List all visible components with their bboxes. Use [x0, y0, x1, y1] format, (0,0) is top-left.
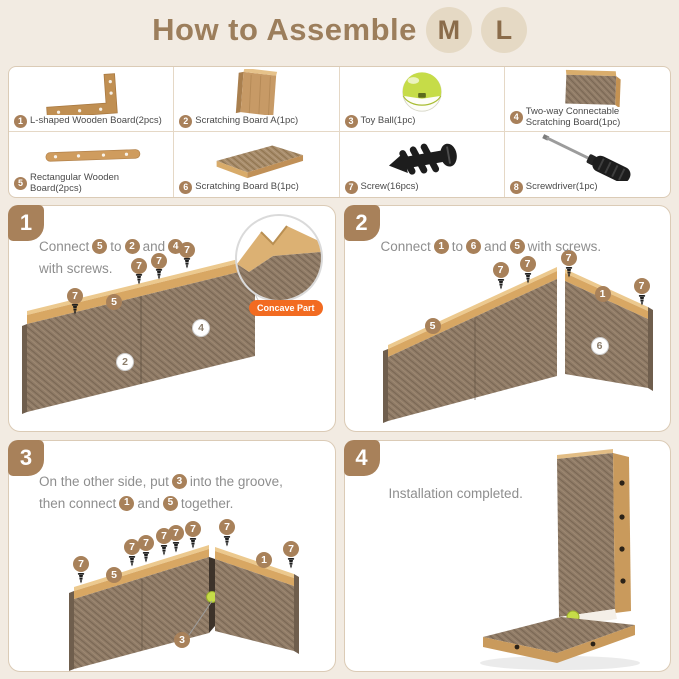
step-instruction — [39, 236, 184, 279]
step-badge: 3 — [8, 440, 44, 476]
size-badge-l: L — [481, 7, 527, 53]
screw-label: 7 — [493, 262, 509, 278]
screw-label: 7 — [219, 519, 235, 535]
instr-text: Connect — [39, 239, 90, 254]
part-number: 2 — [179, 115, 192, 128]
part-number: 6 — [179, 181, 192, 194]
step-badge: 2 — [344, 205, 380, 241]
num-circle: 1 — [119, 496, 134, 511]
screw-label: 7 — [561, 250, 577, 266]
screw-label: 7 — [156, 528, 172, 544]
part-item-scratching-board-a — [174, 67, 339, 132]
step-panel-3 — [8, 440, 336, 672]
part-number: 1 — [14, 115, 27, 128]
parts-table — [8, 66, 671, 198]
part-item-scratching-board-b — [174, 132, 339, 197]
instr-text: with screws. — [39, 260, 113, 276]
part-label: Scratching Board B(1pc) — [195, 181, 299, 193]
part-label: Screw(16pcs) — [360, 181, 419, 193]
inset-magnifier — [235, 214, 323, 302]
strip-label: 1 — [595, 286, 611, 302]
step-instruction — [381, 236, 602, 258]
part-label: Scratching Board A(1pc) — [195, 115, 299, 127]
part-number: 8 — [510, 181, 523, 194]
screw-label: 7 — [131, 258, 147, 274]
part-item-rectangular-board — [9, 132, 174, 197]
instr-text: and — [137, 495, 160, 511]
step-panel-1 — [8, 205, 336, 432]
instr-text: and — [142, 239, 166, 254]
instr-text: Installation completed. — [388, 486, 523, 501]
screw-label: 7 — [124, 539, 140, 555]
board-a-icon — [177, 69, 335, 115]
num-circle: 5 — [510, 239, 525, 254]
screw-label: 7 — [67, 288, 83, 304]
header — [0, 0, 679, 60]
board-label: 4 — [193, 320, 209, 336]
concave-callout: Concave Part — [249, 300, 323, 316]
screw-label: 7 — [520, 256, 536, 272]
board-label: 6 — [592, 338, 608, 354]
part-number: 7 — [345, 181, 358, 194]
part-number: 5 — [14, 177, 27, 190]
instr-text: with screws. — [527, 239, 602, 254]
part-label: Toy Ball(1pc) — [360, 115, 416, 127]
part-label: Two-way Connectable Scratching Board(1pc) — [525, 106, 621, 128]
step-instruction — [39, 471, 283, 514]
screw-label: 7 — [151, 253, 167, 269]
steps-grid — [8, 205, 671, 672]
groove-label: 3 — [174, 632, 190, 648]
step-badge: 1 — [8, 205, 44, 241]
page-title: How to Assemble — [152, 12, 417, 47]
screw-label: 7 — [634, 278, 650, 294]
instr-text: and — [484, 239, 507, 254]
step-badge: 4 — [344, 440, 380, 476]
instr-text: together. — [180, 495, 234, 511]
screw-label: 7 — [283, 541, 299, 557]
part-item-toy-ball — [340, 67, 505, 132]
num-circle: 6 — [466, 239, 481, 254]
l-bracket-icon — [12, 69, 170, 115]
screw-label: 7 — [73, 556, 89, 572]
instr-text: to — [110, 239, 122, 254]
strip-label: 5 — [106, 567, 122, 583]
strip-label: 1 — [256, 552, 272, 568]
strip-label: 5 — [106, 294, 122, 310]
screw-label: 7 — [138, 535, 154, 551]
step-instruction — [389, 483, 523, 505]
screw-label: 7 — [168, 525, 184, 541]
step-panel-4 — [344, 440, 672, 672]
part-label: Rectangular Wooden Board(2pcs) — [30, 172, 120, 194]
rect-board-icon — [12, 134, 170, 173]
num-circle: 2 — [125, 239, 140, 254]
part-item-two-way-board — [505, 67, 670, 132]
part-item-screw — [340, 132, 505, 197]
num-circle: 5 — [163, 496, 178, 511]
part-item-l-shaped-board — [9, 67, 174, 132]
instr-text: then connect — [39, 495, 117, 511]
instr-text: into the groove, — [189, 474, 283, 489]
step-panel-2 — [344, 205, 672, 432]
part-label: L-shaped Wooden Board(2pcs) — [30, 115, 162, 127]
step4-illustration — [345, 441, 671, 671]
part-item-screwdriver — [505, 132, 670, 197]
part-number: 3 — [345, 115, 358, 128]
size-badge-m: M — [426, 7, 472, 53]
screwdriver-icon — [508, 134, 667, 181]
strip-label: 5 — [425, 318, 441, 334]
board-label: 2 — [117, 354, 133, 370]
instr-text: to — [451, 239, 464, 254]
screw-label: 7 — [179, 242, 195, 258]
num-circle: 1 — [434, 239, 449, 254]
instr-text: Connect — [380, 239, 431, 254]
instr-text: On the other side, put — [39, 474, 169, 489]
num-circle: 3 — [172, 474, 187, 489]
num-circle: 4 — [168, 239, 183, 254]
part-label: Screwdriver(1pc) — [525, 181, 598, 193]
num-circle: 5 — [92, 239, 107, 254]
board-b-icon — [177, 134, 335, 181]
toy-ball-icon — [343, 69, 501, 115]
screw-icon — [343, 134, 501, 181]
screw-label: 7 — [185, 521, 201, 537]
two-way-board-icon — [508, 69, 667, 107]
part-number: 4 — [510, 111, 523, 124]
